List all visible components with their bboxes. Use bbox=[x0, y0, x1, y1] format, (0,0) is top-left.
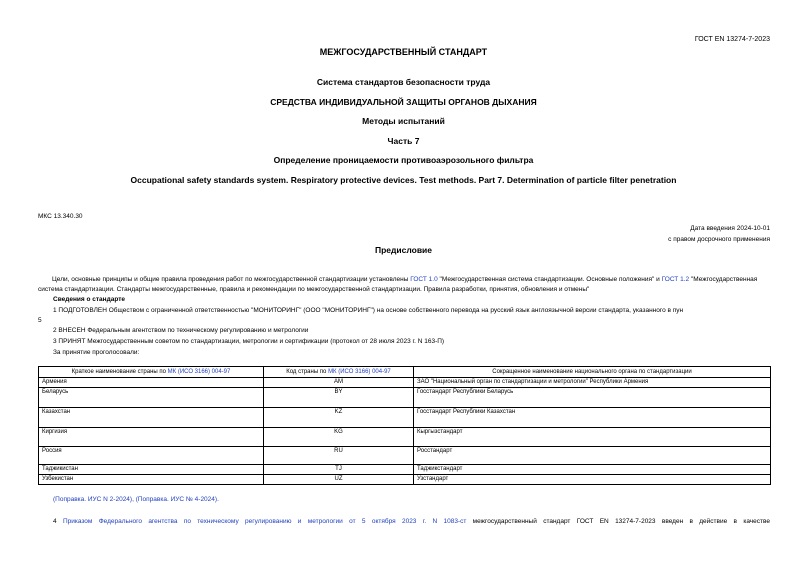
preface-item-1-continuation: 5 bbox=[38, 317, 42, 324]
rosstandart-order-link[interactable]: Приказом Федерального агентства по техническому регулированию и метрологии от 5 октября 2023 г. N 1083-ст bbox=[62, 518, 467, 525]
item-4-text: межгосударственный стандарт ГОСТ EN 13274-7-2023 введен в действие в качестве bbox=[466, 518, 771, 525]
mk-iso-3166-link[interactable]: МК (ИСО 3166) 004-97 bbox=[167, 369, 231, 375]
standard-main-title: СРЕДСТВА ИНДИВИДУАЛЬНОЙ ЗАЩИТЫ ОРГАНОВ ДЫХАНИЯ bbox=[270, 97, 537, 107]
standard-system-title: Система стандартов безопасности труда bbox=[316, 77, 491, 87]
preface-item-3: 3 ПРИНЯТ Межгосударственным советом по стандартизации, метрологии и сертификации (протокол от 28 июля 2023 г. N 163-П) bbox=[53, 338, 445, 345]
member-states-table bbox=[38, 366, 771, 485]
mks-code: МКС 13.340.30 bbox=[38, 213, 83, 220]
header-text: Краткое наименование страны по bbox=[71, 369, 168, 375]
cell-code: AM bbox=[264, 378, 414, 388]
preface-item-2: 2 ВНЕСЕН Федеральным агентством по техническому регулированию и метрологии bbox=[53, 327, 309, 334]
header-text: Сокращенное наименование национального органа по стандартизации bbox=[492, 369, 692, 375]
standard-english-title: Occupational safety standards system. Respiratory protective devices. Test methods. Part 7. Determination of particle filter penetration bbox=[130, 175, 677, 185]
standard-type-title: МЕЖГОСУДАРСТВЕННЫЙ СТАНДАРТ bbox=[319, 47, 488, 57]
cell-body: Госстандарт Республики Беларусь bbox=[414, 388, 771, 408]
cell-code: KZ bbox=[264, 408, 414, 428]
cell-country: Россия bbox=[39, 447, 264, 465]
cell-country: Казахстан bbox=[39, 408, 264, 428]
item-4-number: 4 bbox=[53, 518, 63, 525]
cell-code: RU bbox=[264, 447, 414, 465]
preface-heading: Предисловие bbox=[374, 245, 433, 255]
table-row bbox=[39, 465, 771, 475]
cell-country: Узбекистан bbox=[39, 475, 264, 485]
document-code: ГОСТ EN 13274-7-2023 bbox=[694, 36, 770, 43]
preface-item-4 bbox=[53, 518, 770, 525]
mk-iso-3166-link[interactable]: МК (ИСО 3166) 004-97 bbox=[328, 369, 391, 375]
cell-body: Госстандарт Республики Казахстан bbox=[414, 408, 771, 428]
amendment-link-2[interactable]: Поправка bbox=[137, 496, 167, 503]
column-header-code bbox=[264, 367, 414, 378]
cell-body: Росстандарт bbox=[414, 447, 771, 465]
cell-code: BY bbox=[264, 388, 414, 408]
table-row bbox=[39, 447, 771, 465]
cell-code: KG bbox=[264, 428, 414, 447]
standard-part-title: Часть 7 bbox=[387, 136, 420, 146]
cell-body: Таджикстандарт bbox=[414, 465, 771, 475]
column-header-country bbox=[39, 367, 264, 378]
preface-item-1: 1 ПОДГОТОВЛЕН Обществом с ограниченной ответственностью "МОНИТОРИНГ" (ООО "МОНИТОРИНГ") на основе собственного перевода на русский язык англоязычной версии стандарта, указанного в пун bbox=[53, 307, 684, 314]
amendment-paren: ( bbox=[135, 496, 138, 503]
effective-date: Дата введения 2024-10-01 bbox=[690, 225, 770, 232]
preface-text: "Межгосударственная система стандартизации. Стандарты межгосударственные, правила и рекомендации по межгосударственной стандартизации. Правила разработки, принятия, обновления и отмены" bbox=[38, 276, 758, 293]
cell-code: UZ bbox=[264, 475, 414, 485]
table-row bbox=[39, 408, 771, 428]
voted-label: За принятие проголосовали: bbox=[53, 349, 140, 356]
cell-body: Кыргызстандарт bbox=[414, 428, 771, 447]
gost-1-0-link[interactable]: ГОСТ 1.0 bbox=[410, 276, 438, 283]
standard-subject-title: Определение проницаемости противоаэрозольного фильтра bbox=[273, 155, 534, 165]
cell-country: Киргизия bbox=[39, 428, 264, 447]
cell-country: Армения bbox=[39, 378, 264, 388]
gost-1-2-link[interactable]: ГОСТ 1.2 bbox=[661, 276, 690, 283]
table-row bbox=[39, 475, 771, 485]
cell-country: Беларусь bbox=[39, 388, 264, 408]
preface-text: "Межгосударственная система стандартизации. Основные положения" и bbox=[437, 276, 662, 283]
table-row bbox=[39, 388, 771, 408]
standard-methods-title: Методы испытаний bbox=[362, 116, 445, 126]
amendments-line bbox=[53, 496, 219, 503]
amendment-link-1[interactable]: Поправка bbox=[55, 496, 85, 503]
table-row bbox=[39, 378, 771, 388]
table-row bbox=[39, 428, 771, 447]
amendment-paren: ( bbox=[53, 496, 56, 503]
early-application-note: с правом досрочного применения bbox=[668, 236, 770, 243]
amendment-text-2: . ИУС № 4-2024). bbox=[166, 496, 219, 503]
standard-info-heading: Сведения о стандарте bbox=[53, 296, 126, 303]
header-text: Код страны по bbox=[286, 369, 329, 375]
table-header-row bbox=[39, 367, 771, 378]
cell-country: Таджикистан bbox=[39, 465, 264, 475]
preface-paragraph-1 bbox=[38, 275, 770, 295]
preface-text: Цели, основные принципы и общие правила проведения работ по межгосударственной стандартизации установлены bbox=[52, 276, 411, 283]
cell-body: ЗАО "Национальный орган по стандартизации и метрологии" Республики Армения bbox=[414, 378, 771, 388]
cell-code: TJ bbox=[264, 465, 414, 475]
amendment-text-1: . ИУС N 2-2024), bbox=[84, 496, 136, 503]
cell-body: Узстандарт bbox=[414, 475, 771, 485]
column-header-body bbox=[414, 367, 771, 378]
